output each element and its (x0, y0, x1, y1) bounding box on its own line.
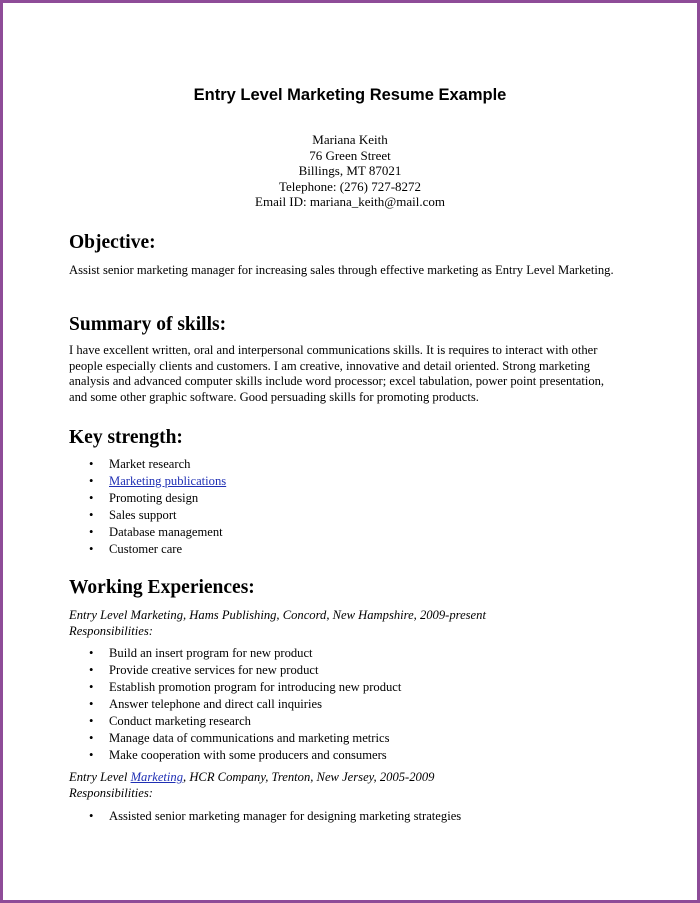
list-item: • Promoting design (89, 491, 199, 505)
contact-city: Billings, MT 87021 (298, 163, 402, 178)
bullet-icon: • (89, 748, 94, 762)
list-item: • Provide creative services for new product (89, 663, 319, 677)
list-item: • Customer care (89, 542, 183, 556)
strength-heading: Key strength: (69, 427, 183, 448)
bullet-icon: • (89, 680, 94, 694)
contact-telephone: Telephone: (276) 727-8272 (278, 178, 422, 194)
page-title: Entry Level Marketing Resume Example (193, 86, 507, 104)
marketing-publications-link[interactable]: Marketing publications (109, 474, 227, 488)
list-item: • Make cooperation with some producers and consumers (89, 748, 387, 762)
list-item: • Build an insert program for new product (89, 646, 313, 660)
bullet-icon: • (89, 697, 94, 711)
job2-responsibilities-label: Responsibilities: (69, 786, 153, 800)
list-item: • Market research (89, 457, 191, 471)
job2-responsibilities-list (69, 808, 461, 825)
bullet-icon: • (89, 525, 94, 539)
contact-email: Email ID: mariana_keith@mail.com (255, 194, 445, 209)
job1-responsibilities-label: Responsibilities: (69, 624, 153, 638)
list-item: • Conduct marketing research (89, 714, 251, 728)
bullet-icon: • (89, 731, 94, 745)
job1-responsibilities-list (69, 645, 401, 764)
job2-title: Entry Level Marketing, HCR Company, Trenton, New Jersey, 2005-2009 (69, 770, 435, 784)
bullet-icon: • (89, 508, 94, 522)
skills-heading: Summary of skills: (69, 314, 227, 335)
contact-block (69, 132, 631, 210)
list-item: • Sales support (89, 508, 177, 522)
skills-text: I have excellent written, oral and interpersonal communications skills. It is requires to interact with other people especially clients and customers. I am creative, innovative and detail oriented. Strong marketing analysis and advanced computer skills include word processor; excel tabulation, power point presentation, and some other graphic software. Good persuading skills for promoting products. (69, 343, 605, 404)
list-item: • Answer telephone and direct call inquiries (89, 697, 322, 711)
bullet-icon: • (89, 714, 94, 728)
job1-title: Entry Level Marketing, Hams Publishing, Concord, New Hampshire, 2009-present (69, 608, 486, 622)
list-item: • Database management (89, 525, 223, 539)
bullet-icon: • (89, 491, 94, 505)
bullet-icon: • (89, 809, 94, 823)
bullet-icon: • (89, 663, 94, 677)
list-item: • Manage data of communications and marketing metrics (89, 731, 390, 745)
strength-list (69, 456, 226, 558)
bullet-icon: • (89, 542, 94, 556)
experience-heading: Working Experiences: (69, 577, 255, 598)
list-item (69, 473, 226, 490)
bullet-icon: • (89, 474, 94, 488)
objective-heading: Objective: (69, 232, 156, 253)
marketing-link[interactable]: Marketing (130, 770, 184, 784)
contact-name: Mariana Keith (312, 132, 388, 147)
bullet-icon: • (89, 646, 94, 660)
objective-text: Assist senior marketing manager for increasing sales through effective marketing as Entry Level Marketing. (69, 263, 614, 277)
bullet-icon: • (89, 457, 94, 471)
list-item: • Assisted senior marketing manager for designing marketing strategies (89, 809, 462, 823)
contact-street: 76 Green Street (309, 147, 391, 163)
list-item: • Establish promotion program for introducing new product (89, 680, 402, 694)
